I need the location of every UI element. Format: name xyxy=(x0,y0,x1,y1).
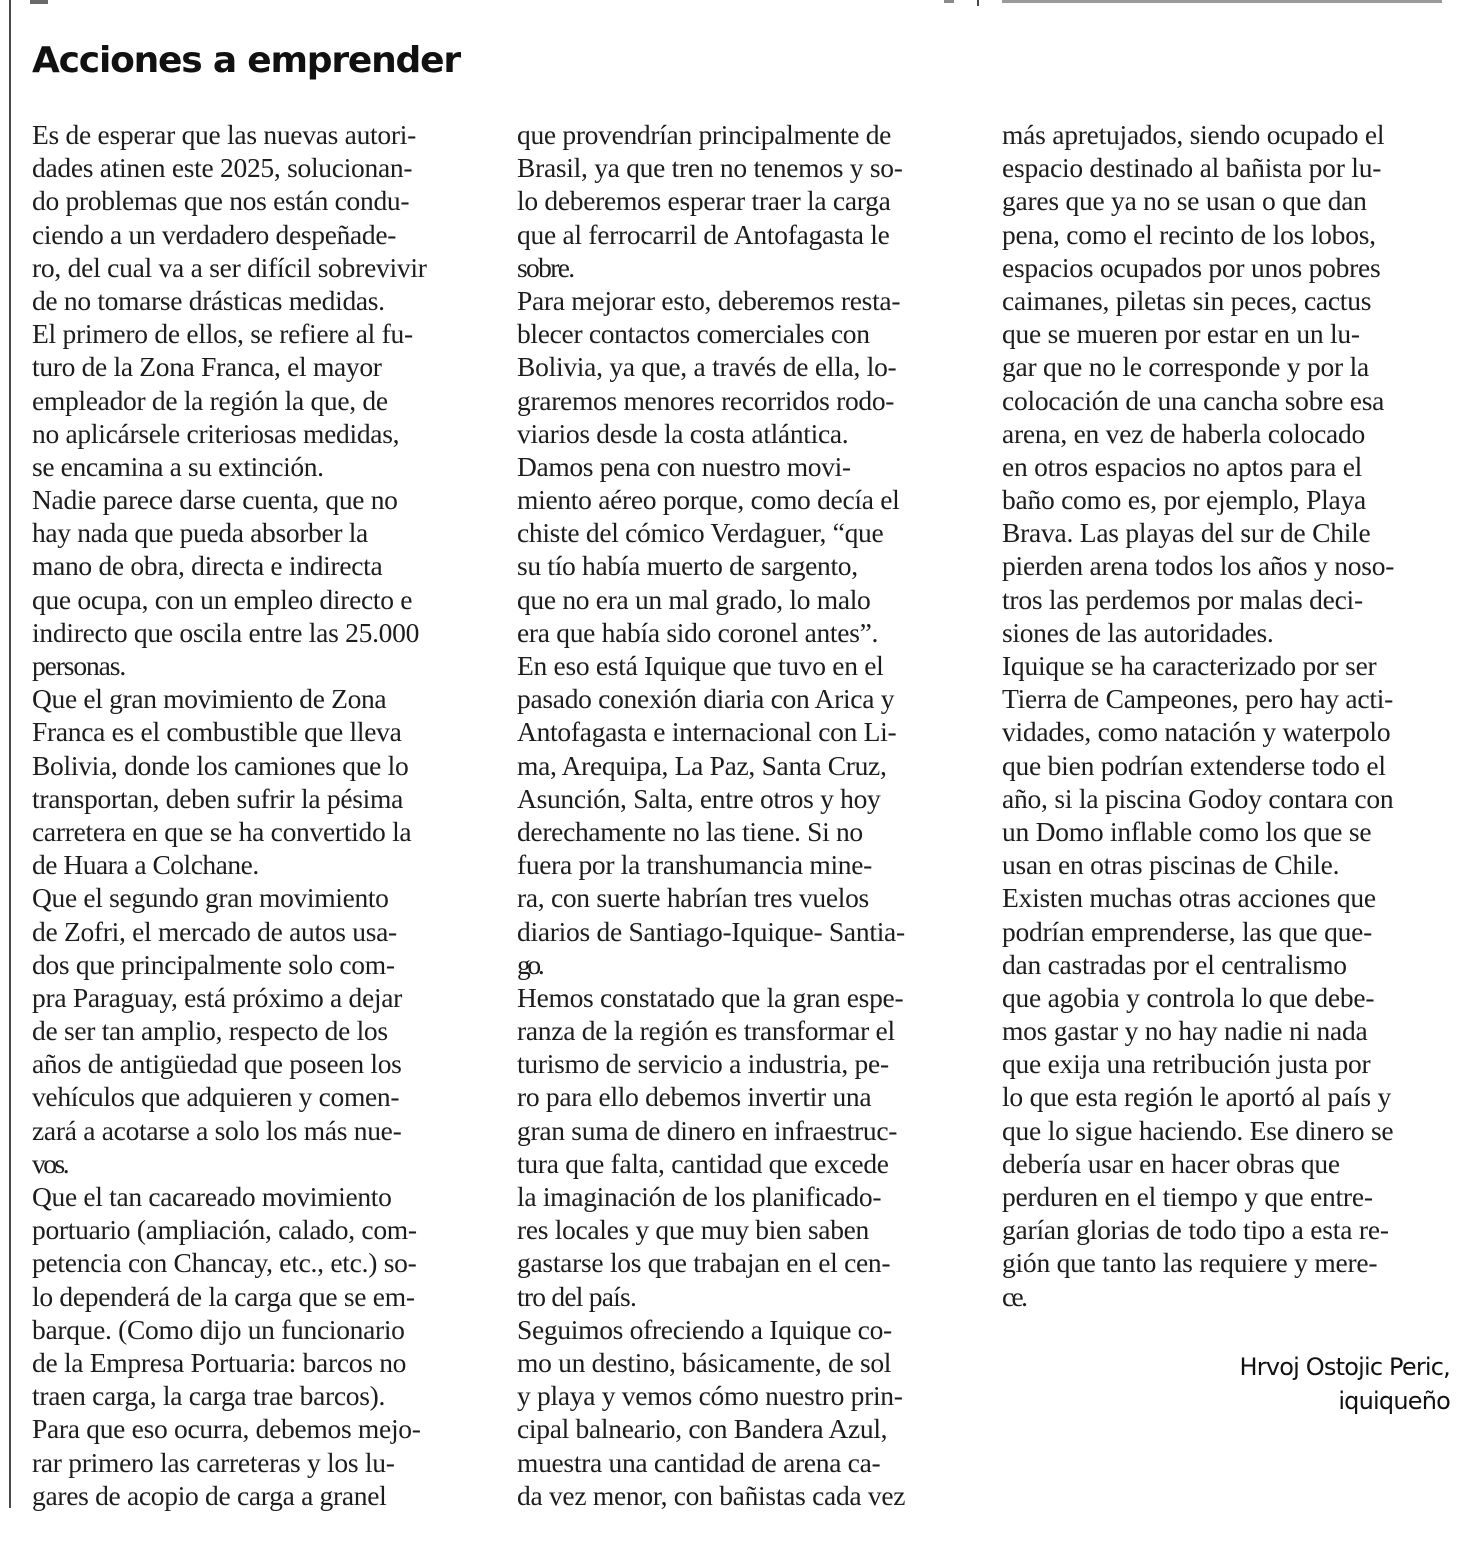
text-line: se encamina a su extinción. xyxy=(32,450,324,482)
text-line: miento aéreo porque, como decía el xyxy=(517,484,900,516)
text-line: derechamente no las tiene. Si no xyxy=(517,815,863,847)
text-line: perduren en el tiempo y que entre- xyxy=(1002,1181,1373,1212)
text-line: ranza de la región es transformar el xyxy=(517,1015,895,1047)
text-line: do problemas que nos están condu- xyxy=(32,185,410,217)
text-line: go. xyxy=(517,948,542,980)
text-line: empleador de la región la que, de xyxy=(32,384,388,416)
text-line: Existen muchas otras acciones que xyxy=(1002,882,1376,914)
left-column-rule xyxy=(9,0,11,1508)
text-line: Es de esperar que las nuevas autori- xyxy=(32,119,417,150)
text-line: que ocupa, con un empleo directo e xyxy=(32,583,413,615)
text-line: res locales y que muy bien saben xyxy=(517,1214,869,1246)
text-line: ce. xyxy=(1002,1280,1026,1312)
text-line: de Huara a Colchane. xyxy=(32,849,259,881)
text-line: caimanes, piletas sin peces, cactus xyxy=(1002,284,1372,316)
text-line: sobre. xyxy=(517,251,574,283)
text-line: debería usar en hacer obras que xyxy=(1002,1147,1340,1179)
text-line: Para que eso ocurra, debemos mejo- xyxy=(32,1413,421,1445)
author-origin: iquiqueño xyxy=(1338,1387,1450,1415)
text-line: dades atinen este 2025, solucionan- xyxy=(32,152,413,184)
text-line: diarios de Santiago-Iquique- Santia- xyxy=(517,915,905,947)
text-line: de ser tan amplio, respecto de los xyxy=(32,1015,388,1047)
text-line: mo un destino, básicamente, de sol xyxy=(517,1346,892,1378)
top-edge-mark xyxy=(944,0,954,3)
author-name: Hrvoj Ostojic Peric, xyxy=(1239,1353,1450,1381)
top-edge-mark xyxy=(30,0,48,4)
text-line: Que el segundo gran movimiento xyxy=(32,882,389,914)
text-line: gar que no le corresponde y por la xyxy=(1002,351,1369,383)
text-line: Brava. Las playas del sur de Chile xyxy=(1002,517,1371,549)
text-line: Brasil, ya que tren no tenemos y so- xyxy=(517,152,903,184)
text-line: rar primero las carreteras y los lu- xyxy=(32,1446,395,1478)
text-line: que lo sigue haciendo. Ese dinero se xyxy=(1002,1114,1394,1146)
text-line: no aplicársele criteriosas medidas, xyxy=(32,417,400,449)
text-line: que no era un mal grado, lo malo xyxy=(517,583,871,615)
text-line: carretera en que se ha convertido la xyxy=(32,815,412,847)
text-line: espacio destinado al bañista por lu- xyxy=(1002,152,1382,184)
text-line: que bien podrían extenderse todo el xyxy=(1002,749,1386,781)
text-line: gares que ya no se usan o que dan xyxy=(1002,185,1367,217)
text-line: gares de acopio de carga a granel xyxy=(32,1479,387,1511)
text-line: la imaginación de los planificado- xyxy=(517,1181,882,1212)
author-signature xyxy=(1240,1350,1451,1418)
article-column-1 xyxy=(32,118,492,1512)
text-line: garían glorias de todo tipo a esta re- xyxy=(1002,1214,1389,1246)
text-line: El primero de ellos, se refiere al fu- xyxy=(32,318,413,350)
text-line: personas. xyxy=(32,650,126,681)
text-line: tro del país. xyxy=(517,1280,637,1312)
text-line: Nadie parece darse cuenta, que no xyxy=(32,484,398,516)
text-line: colocación de una cancha sobre esa xyxy=(1002,384,1385,416)
text-line: ma, Arequipa, La Paz, Santa Cruz, xyxy=(517,749,887,781)
article-headline: Acciones a emprender xyxy=(32,40,460,81)
text-line: ro, del cual va a ser difícil sobrevivir xyxy=(32,251,427,283)
text-line: pierden arena todos los años y noso- xyxy=(1002,550,1395,582)
text-line: de Zofri, el mercado de autos usa- xyxy=(32,915,397,947)
text-line: que se mueren por estar en un lu- xyxy=(1002,318,1360,350)
text-line: da vez menor, con bañistas cada vez xyxy=(517,1479,906,1511)
text-line: Tierra de Campeones, pero hay acti- xyxy=(1002,683,1394,715)
text-line: turismo de servicio a industria, pe- xyxy=(517,1048,889,1080)
text-line: de no tomarse drásticas medidas. xyxy=(32,284,385,316)
text-line: cipal balneario, con Bandera Azul, xyxy=(517,1413,888,1445)
text-line: blecer contactos comerciales con xyxy=(517,318,870,350)
text-line: dan castradas por el centralismo xyxy=(1002,948,1347,980)
text-line: arena, en vez de haberla colocado xyxy=(1002,417,1366,449)
text-line: vehículos que adquieren y comen- xyxy=(32,1081,400,1113)
text-line: fuera por la transhumancia mine- xyxy=(517,849,872,881)
text-line: en otros espacios no aptos para el xyxy=(1002,450,1363,482)
text-line: portuario (ampliación, calado, com- xyxy=(32,1214,417,1246)
text-line: Seguimos ofreciendo a Iquique co- xyxy=(517,1313,892,1345)
text-line: año, si la piscina Godoy contara con xyxy=(1002,782,1394,814)
text-line: y playa y vemos cómo nuestro prin- xyxy=(517,1380,903,1412)
text-line: hay nada que pueda absorber la xyxy=(32,517,368,549)
text-line: petencia con Chancay, etc., etc.) so- xyxy=(32,1247,417,1279)
text-line: pena, como el recinto de los lobos, xyxy=(1002,218,1376,250)
text-line: zará a acotarse a solo los más nue- xyxy=(32,1114,402,1146)
text-line: barque. (Como dijo un funcionario xyxy=(32,1313,405,1345)
text-line: pasado conexión diaria con Arica y xyxy=(517,683,895,715)
text-line: Damos pena con nuestro movi- xyxy=(517,450,851,482)
text-line: gastarse los que trabajan en el cen- xyxy=(517,1247,891,1279)
text-line: que exija una retribución justa por xyxy=(1002,1048,1371,1080)
top-edge-rule xyxy=(1002,0,1442,3)
text-line: indirecto que oscila entre las 25.000 xyxy=(32,616,420,648)
text-line: pra Paraguay, está próximo a dejar xyxy=(32,981,403,1013)
text-line: Que el gran movimiento de Zona xyxy=(32,683,387,715)
text-line: vos. xyxy=(32,1147,68,1179)
text-line: más apretujados, siendo ocupado el xyxy=(1002,119,1385,150)
text-line: ro para ello debemos invertir una xyxy=(517,1081,872,1113)
text-line: años de antigüedad que poseen los xyxy=(32,1048,402,1080)
text-line: turo de la Zona Franca, el mayor xyxy=(32,351,382,383)
text-line: Hemos constatado que la gran espe- xyxy=(517,981,904,1013)
text-line: lo dependerá de la carga que se em- xyxy=(32,1280,415,1312)
text-line: dos que principalmente solo com- xyxy=(32,948,395,980)
text-line: que agobia y controla lo que debe- xyxy=(1002,981,1375,1013)
text-line: podrían emprenderse, las que que- xyxy=(1002,915,1372,947)
text-line: espacios ocupados por unos pobres xyxy=(1002,251,1381,283)
text-line: mos gastar y no hay nadie ni nada xyxy=(1002,1015,1368,1047)
text-line: viarios desde la costa atlántica. xyxy=(517,417,849,449)
text-line: ra, con suerte habrían tres vuelos xyxy=(517,882,869,914)
text-line: un Domo inflable como los que se xyxy=(1002,815,1372,847)
text-line: lo deberemos esperar traer la carga xyxy=(517,185,891,217)
article-column-2 xyxy=(517,118,977,1512)
top-edge-tick xyxy=(977,0,979,6)
text-line: siones de las autoridades. xyxy=(1002,616,1274,648)
text-line: muestra una cantidad de arena ca- xyxy=(517,1446,881,1478)
text-line: Para mejorar esto, deberemos resta- xyxy=(517,284,901,316)
text-line: tros las perdemos por malas deci- xyxy=(1002,583,1363,615)
text-line: En eso está Iquique que tuvo en el xyxy=(517,650,884,681)
text-line: baño como es, por ejemplo, Playa xyxy=(1002,484,1366,516)
text-line: Bolivia, donde los camiones que lo xyxy=(32,749,409,781)
text-line: transportan, deben sufrir la pésima xyxy=(32,782,404,814)
text-line: que provendrían principalmente de xyxy=(517,119,892,150)
text-line: era que había sido coronel antes”. xyxy=(517,616,879,648)
text-line: Franca es el combustible que lleva xyxy=(32,716,402,748)
text-line: que al ferrocarril de Antofagasta le xyxy=(517,218,890,250)
text-line: mano de obra, directa e indirecta xyxy=(32,550,383,582)
text-line: Antofagasta e internacional con Li- xyxy=(517,716,897,748)
text-line: de la Empresa Portuaria: barcos no xyxy=(32,1346,407,1378)
article-column-3 xyxy=(1002,118,1462,1313)
text-line: Iquique se ha caracterizado por ser xyxy=(1002,650,1377,681)
text-line: usan en otras piscinas de Chile. xyxy=(1002,849,1340,881)
text-line: tura que falta, cantidad que excede xyxy=(517,1147,889,1179)
text-line: Bolivia, ya que, a través de ella, lo- xyxy=(517,351,897,383)
text-line: gran suma de dinero en infraestruc- xyxy=(517,1114,898,1146)
text-line: ciendo a un verdadero despeñade- xyxy=(32,218,397,250)
text-line: traen carga, la carga trae barcos). xyxy=(32,1380,386,1412)
text-line: gión que tanto las requiere y mere- xyxy=(1002,1247,1378,1279)
text-line: su tío había muerto de sargento, xyxy=(517,550,858,582)
text-line: Asunción, Salta, entre otros y hoy xyxy=(517,782,881,814)
text-line: chiste del cómico Verdaguer, “que xyxy=(517,517,884,549)
text-line: graremos menores recorridos rodo- xyxy=(517,384,895,416)
text-line: vidades, como natación y waterpolo xyxy=(1002,716,1391,748)
text-line: lo que esta región le aportó al país y xyxy=(1002,1081,1392,1113)
text-line: Que el tan cacareado movimiento xyxy=(32,1181,392,1212)
